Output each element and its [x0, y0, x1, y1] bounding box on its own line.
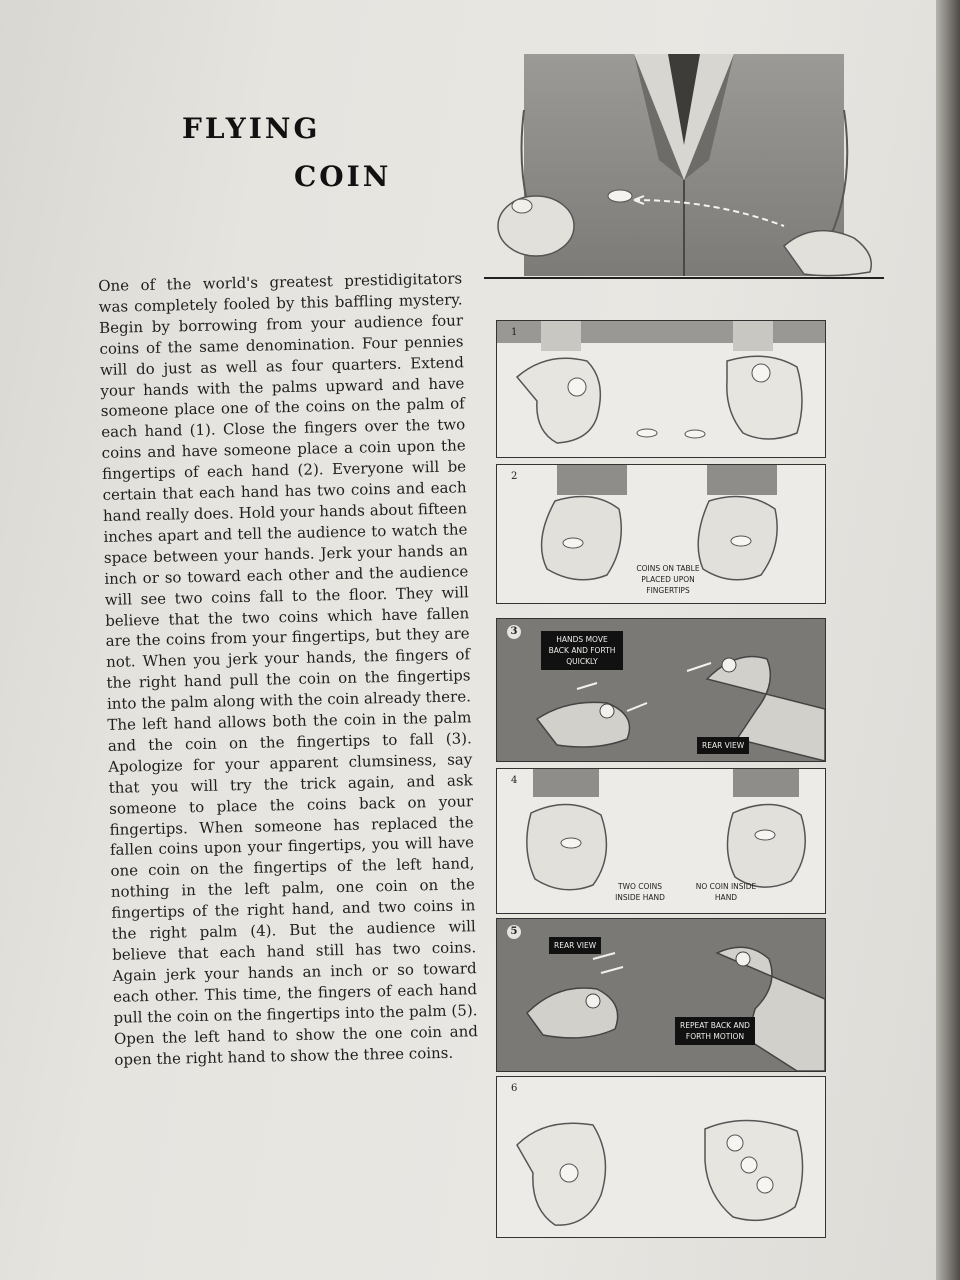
panel-1 [496, 320, 826, 458]
panel-number: 6 [511, 1083, 518, 1094]
panel-4-caption-left: TWO COINS INSIDE HAND [615, 882, 665, 902]
panel-number: 2 [511, 471, 518, 482]
panel-number: 4 [511, 775, 518, 786]
title-line-1: FLYING [182, 112, 321, 145]
panel-3-motion-badge: HANDS MOVE BACK AND FORTH QUICKLY [541, 631, 623, 670]
panel-2-caption: COINS ON TABLE PLACED UPON FINGERTIPS [636, 564, 700, 595]
panel-5-repeat-badge: REPEAT BACK AND FORTH MOTION [675, 1017, 755, 1045]
panel-number: 3 [507, 625, 521, 639]
panel-3-view-badge: REAR VIEW [697, 737, 749, 754]
page-edge [936, 0, 960, 1280]
panel-3 [496, 618, 826, 762]
panel-4 [496, 768, 826, 914]
panel-6 [496, 1076, 826, 1238]
panel-5 [496, 918, 826, 1072]
panel-number: 1 [511, 327, 518, 338]
hero-illustration [484, 50, 884, 282]
body-paragraph: One of the world's greatest prestidigitators was completely fooled by this baffling mystery. Begin by borrowing from your audience four coins of the same denomination. Four pennies will do just as well as four quarters. Extend your hands with the palms upward and have someone place one of the coins on the palm of each hand (1). Close the fingers over the two coins and have someone place a coin upon the fingertips of each hand (2). Everyone will be certain that each hand has two coins and each hand really does. Hold your hands about fifteen inches apart and tell the audience to watch the space between your hands. Jerk your hands an inch or so toward each other and the audience will see two coins fall to the floor. They will believe that the two coins which have fallen are the coins from your fingertips, but they are not. When you jerk your hands, the fingers of the right hand pull the coin on the fingertips into the palm along with the coin already there. The left hand allows both the coin in the palm and the coin on the fingertips to fall (3). Apologize for your apparent clumsiness, say that you will try the trick again, and ask someone to place the coins back on your fingertips. When someone has replaced the fallen coins upon your fingertips, you will have one coin on the fingertips of the left hand, nothing in the left palm, one coin on the fingertips of the right hand, and two coins in the right palm (4). But the audience will believe that each hand still has two coins. Again jerk your hands an inch or so toward each other. This time, the fingers of each hand pull the coin on the fingertips into the palm (5). Open the left hand to show the one coin and open the right hand to show the three coins. [98, 269, 479, 1069]
panel-number: 5 [507, 925, 521, 939]
title-line-2: COIN [294, 160, 392, 193]
panel-2 [496, 464, 826, 604]
panel-4-caption-right: NO COIN INSIDE HAND [695, 882, 757, 902]
panel-5-view-badge: REAR VIEW [549, 937, 601, 954]
